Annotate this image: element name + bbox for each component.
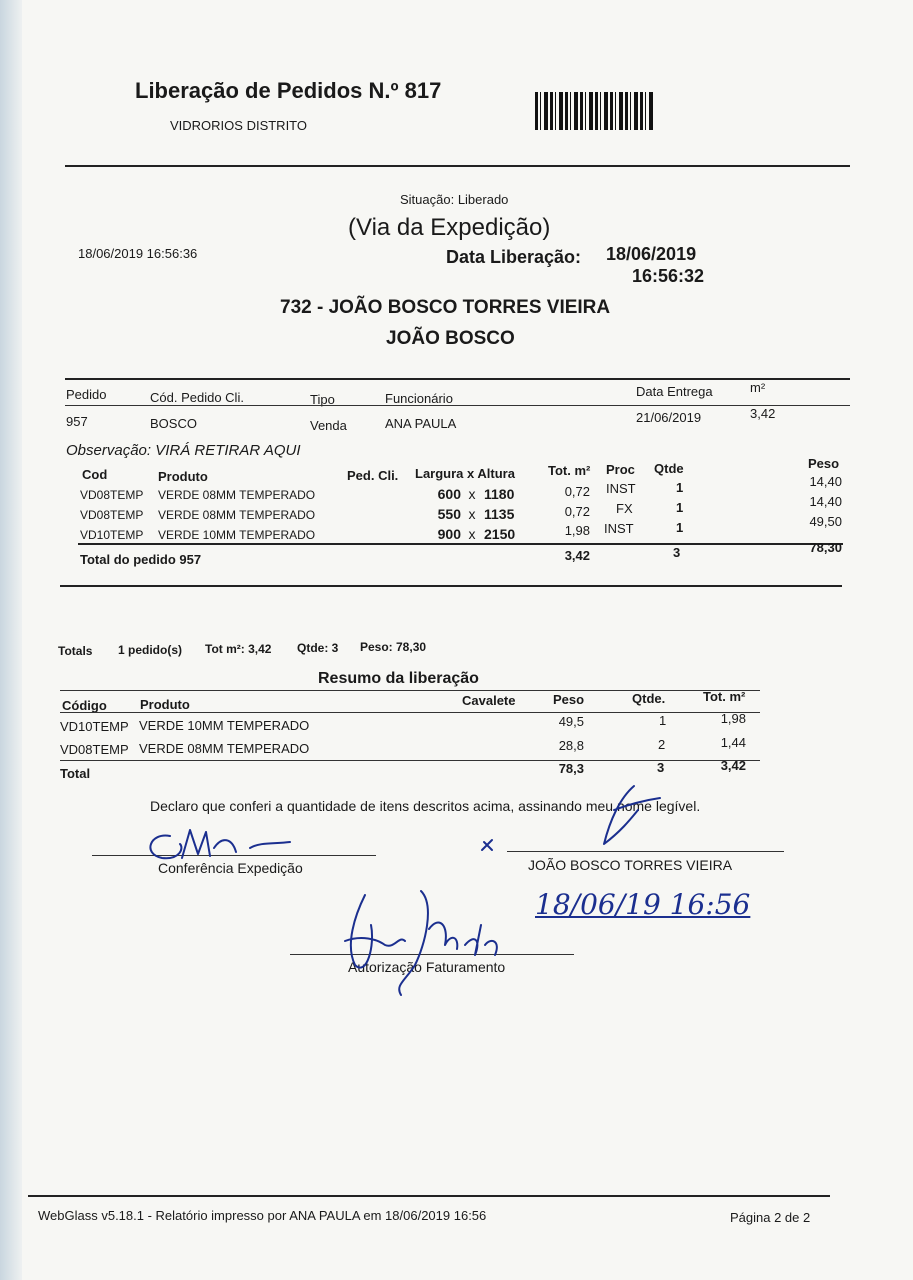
- cell-x: x: [468, 506, 476, 522]
- col-proc: Proc: [606, 462, 635, 477]
- header-divider: [65, 165, 850, 167]
- conferencia-signature: [140, 818, 300, 868]
- col-largura-altura: Largura x Altura: [415, 466, 515, 481]
- cliente-signature: [590, 780, 680, 860]
- observacao: Observação: VIRÁ RETIRAR AQUI: [66, 442, 301, 459]
- cell-qtde: 1: [659, 713, 667, 728]
- resumo-total-qtde: 3: [657, 760, 665, 775]
- items-total-divider: [78, 543, 843, 545]
- cell-qtde: 2: [658, 737, 666, 752]
- totals-pedidos: 1 pedido(s): [118, 643, 183, 657]
- cell-proc: INST: [604, 521, 634, 536]
- company-name: VIDRORIOS DISTRITO: [170, 118, 307, 133]
- cliente-signature-mark: [478, 836, 498, 856]
- cliente-name: JOÃO BOSCO TORRES VIEIRA: [528, 857, 733, 873]
- cell-tot-m2: 1,98: [564, 523, 590, 538]
- cell-tot-m2: 1,98: [720, 711, 746, 726]
- order-total-qtde: 3: [673, 545, 681, 560]
- cell-peso: 14,40: [809, 474, 842, 489]
- resumo-total-label: Total: [60, 766, 91, 781]
- cell-qtde: 1: [676, 480, 684, 495]
- col-produto: Produto: [158, 469, 208, 484]
- resumo-col-cavalete: Cavalete: [462, 693, 516, 708]
- totals-qtde: Qtde: 3: [297, 641, 339, 655]
- cell-largura: 550: [437, 506, 461, 522]
- data-liberacao-time: 16:56:32: [632, 266, 705, 286]
- via-label: (Via da Expedição): [348, 214, 551, 241]
- declaration-text: Declaro que conferi a quantidade de itens descritos acima, assinando meu nome legível.: [150, 798, 701, 814]
- cell-largura: 900: [437, 526, 461, 542]
- order-total-label: Total do pedido 957: [80, 552, 202, 567]
- resumo-header-divider: [60, 712, 760, 713]
- cell-codigo: VD10TEMP: [60, 719, 129, 734]
- cell-altura: 2150: [484, 526, 516, 542]
- col-peso: Peso: [808, 456, 840, 471]
- order-total-peso: 78,30: [809, 540, 842, 555]
- label-tipo: Tipo: [310, 392, 335, 407]
- totals-peso: Peso: 78,30: [360, 640, 427, 654]
- cell-produto: VERDE 10MM TEMPERADO: [158, 528, 316, 542]
- resumo-total-divider: [60, 760, 760, 761]
- label-pedido: Pedido: [66, 387, 107, 402]
- resumo-total-peso: 78,3: [558, 761, 584, 776]
- resumo-col-qtde: Qtde.: [632, 691, 666, 706]
- label-funcionario: Funcionário: [385, 391, 453, 406]
- value-funcionario: ANA PAULA: [385, 416, 457, 431]
- col-qtde: Qtde: [654, 461, 684, 476]
- value-tipo: Venda: [310, 418, 347, 433]
- cell-produto: VERDE 08MM TEMPERADO: [158, 508, 316, 522]
- footer-report-info: WebGlass v5.18.1 - Relatório impresso por ANA PAULA em 18/06/2019 16:56: [38, 1208, 487, 1223]
- autorizacao-signature: [325, 885, 515, 1000]
- situacao: Situação: Liberado: [400, 192, 509, 207]
- cell-tot-m2: 1,44: [720, 735, 746, 750]
- value-data-entrega: 21/06/2019: [636, 410, 702, 425]
- cell-peso: 49,5: [558, 714, 584, 729]
- cell-cod: VD10TEMP: [80, 528, 144, 542]
- page-title: Liberação de Pedidos N.º 817: [135, 78, 442, 103]
- cell-largura: 600: [437, 486, 461, 502]
- totals-label: Totals: [58, 644, 93, 658]
- data-liberacao-label: Data Liberação:: [446, 247, 582, 267]
- autorizacao-label: Autorização Faturamento: [348, 959, 506, 975]
- cell-tot-m2: 0,72: [564, 504, 590, 519]
- cell-produto: VERDE 10MM TEMPERADO: [139, 718, 310, 733]
- value-pedido: 957: [66, 414, 88, 429]
- resumo-title: Resumo da liberação: [318, 670, 479, 687]
- client-line: 732 - JOÃO BOSCO TORRES VIEIRA: [280, 297, 611, 318]
- value-cod-pedido-cli: BOSCO: [150, 416, 197, 431]
- scan-edge: [0, 0, 22, 1280]
- cell-cod: VD08TEMP: [80, 508, 144, 522]
- cell-produto: VERDE 08MM TEMPERADO: [139, 741, 310, 756]
- cell-proc: INST: [606, 481, 636, 496]
- value-m2: 3,42: [750, 406, 776, 421]
- col-tot-m2: Tot. m²: [548, 463, 591, 478]
- label-data-entrega: Data Entrega: [636, 384, 713, 399]
- cell-x: x: [468, 486, 476, 502]
- handwritten-date: 18/06/19 16:56: [535, 888, 751, 921]
- conferencia-label: Conferência Expedição: [158, 860, 303, 876]
- cell-qtde: 1: [676, 520, 684, 535]
- cell-x: x: [468, 526, 476, 542]
- items-bottom-divider: [60, 585, 842, 587]
- cell-qtde: 1: [676, 500, 684, 515]
- data-liberacao-date: 18/06/2019: [606, 244, 697, 264]
- cell-produto: VERDE 08MM TEMPERADO: [158, 488, 316, 502]
- cell-peso: 28,8: [558, 738, 584, 753]
- cell-altura: 1180: [484, 486, 515, 502]
- cell-tot-m2: 0,72: [564, 484, 590, 499]
- resumo-total-m2: 3,42: [720, 758, 746, 773]
- footer-page-number: Página 2 de 2: [730, 1210, 811, 1225]
- order-top-divider: [65, 378, 850, 380]
- resumo-col-produto: Produto: [140, 697, 190, 712]
- cell-proc: FX: [616, 501, 633, 516]
- cell-altura: 1135: [484, 506, 515, 522]
- label-m2: m²: [750, 380, 766, 395]
- cell-peso: 49,50: [809, 514, 842, 529]
- resumo-col-codigo: Código: [62, 698, 107, 713]
- cell-peso: 14,40: [809, 494, 842, 509]
- footer-divider: [28, 1195, 830, 1197]
- col-cod: Cod: [82, 467, 108, 482]
- cell-cod: VD08TEMP: [80, 488, 144, 502]
- cell-codigo: VD08TEMP: [60, 742, 129, 757]
- print-timestamp: 18/06/2019 16:56:36: [78, 246, 198, 261]
- totals-m2: Tot m²: 3,42: [205, 642, 272, 656]
- client-short: JOÃO BOSCO: [386, 328, 515, 349]
- resumo-col-peso: Peso: [553, 692, 585, 707]
- label-cod-pedido-cli: Cód. Pedido Cli.: [150, 390, 244, 405]
- order-label-divider: [65, 405, 850, 406]
- resumo-col-tot-m2: Tot. m²: [703, 689, 746, 704]
- order-total-m2: 3,42: [564, 548, 590, 563]
- barcode: [535, 92, 655, 130]
- col-ped-cli: Ped. Cli.: [347, 468, 399, 483]
